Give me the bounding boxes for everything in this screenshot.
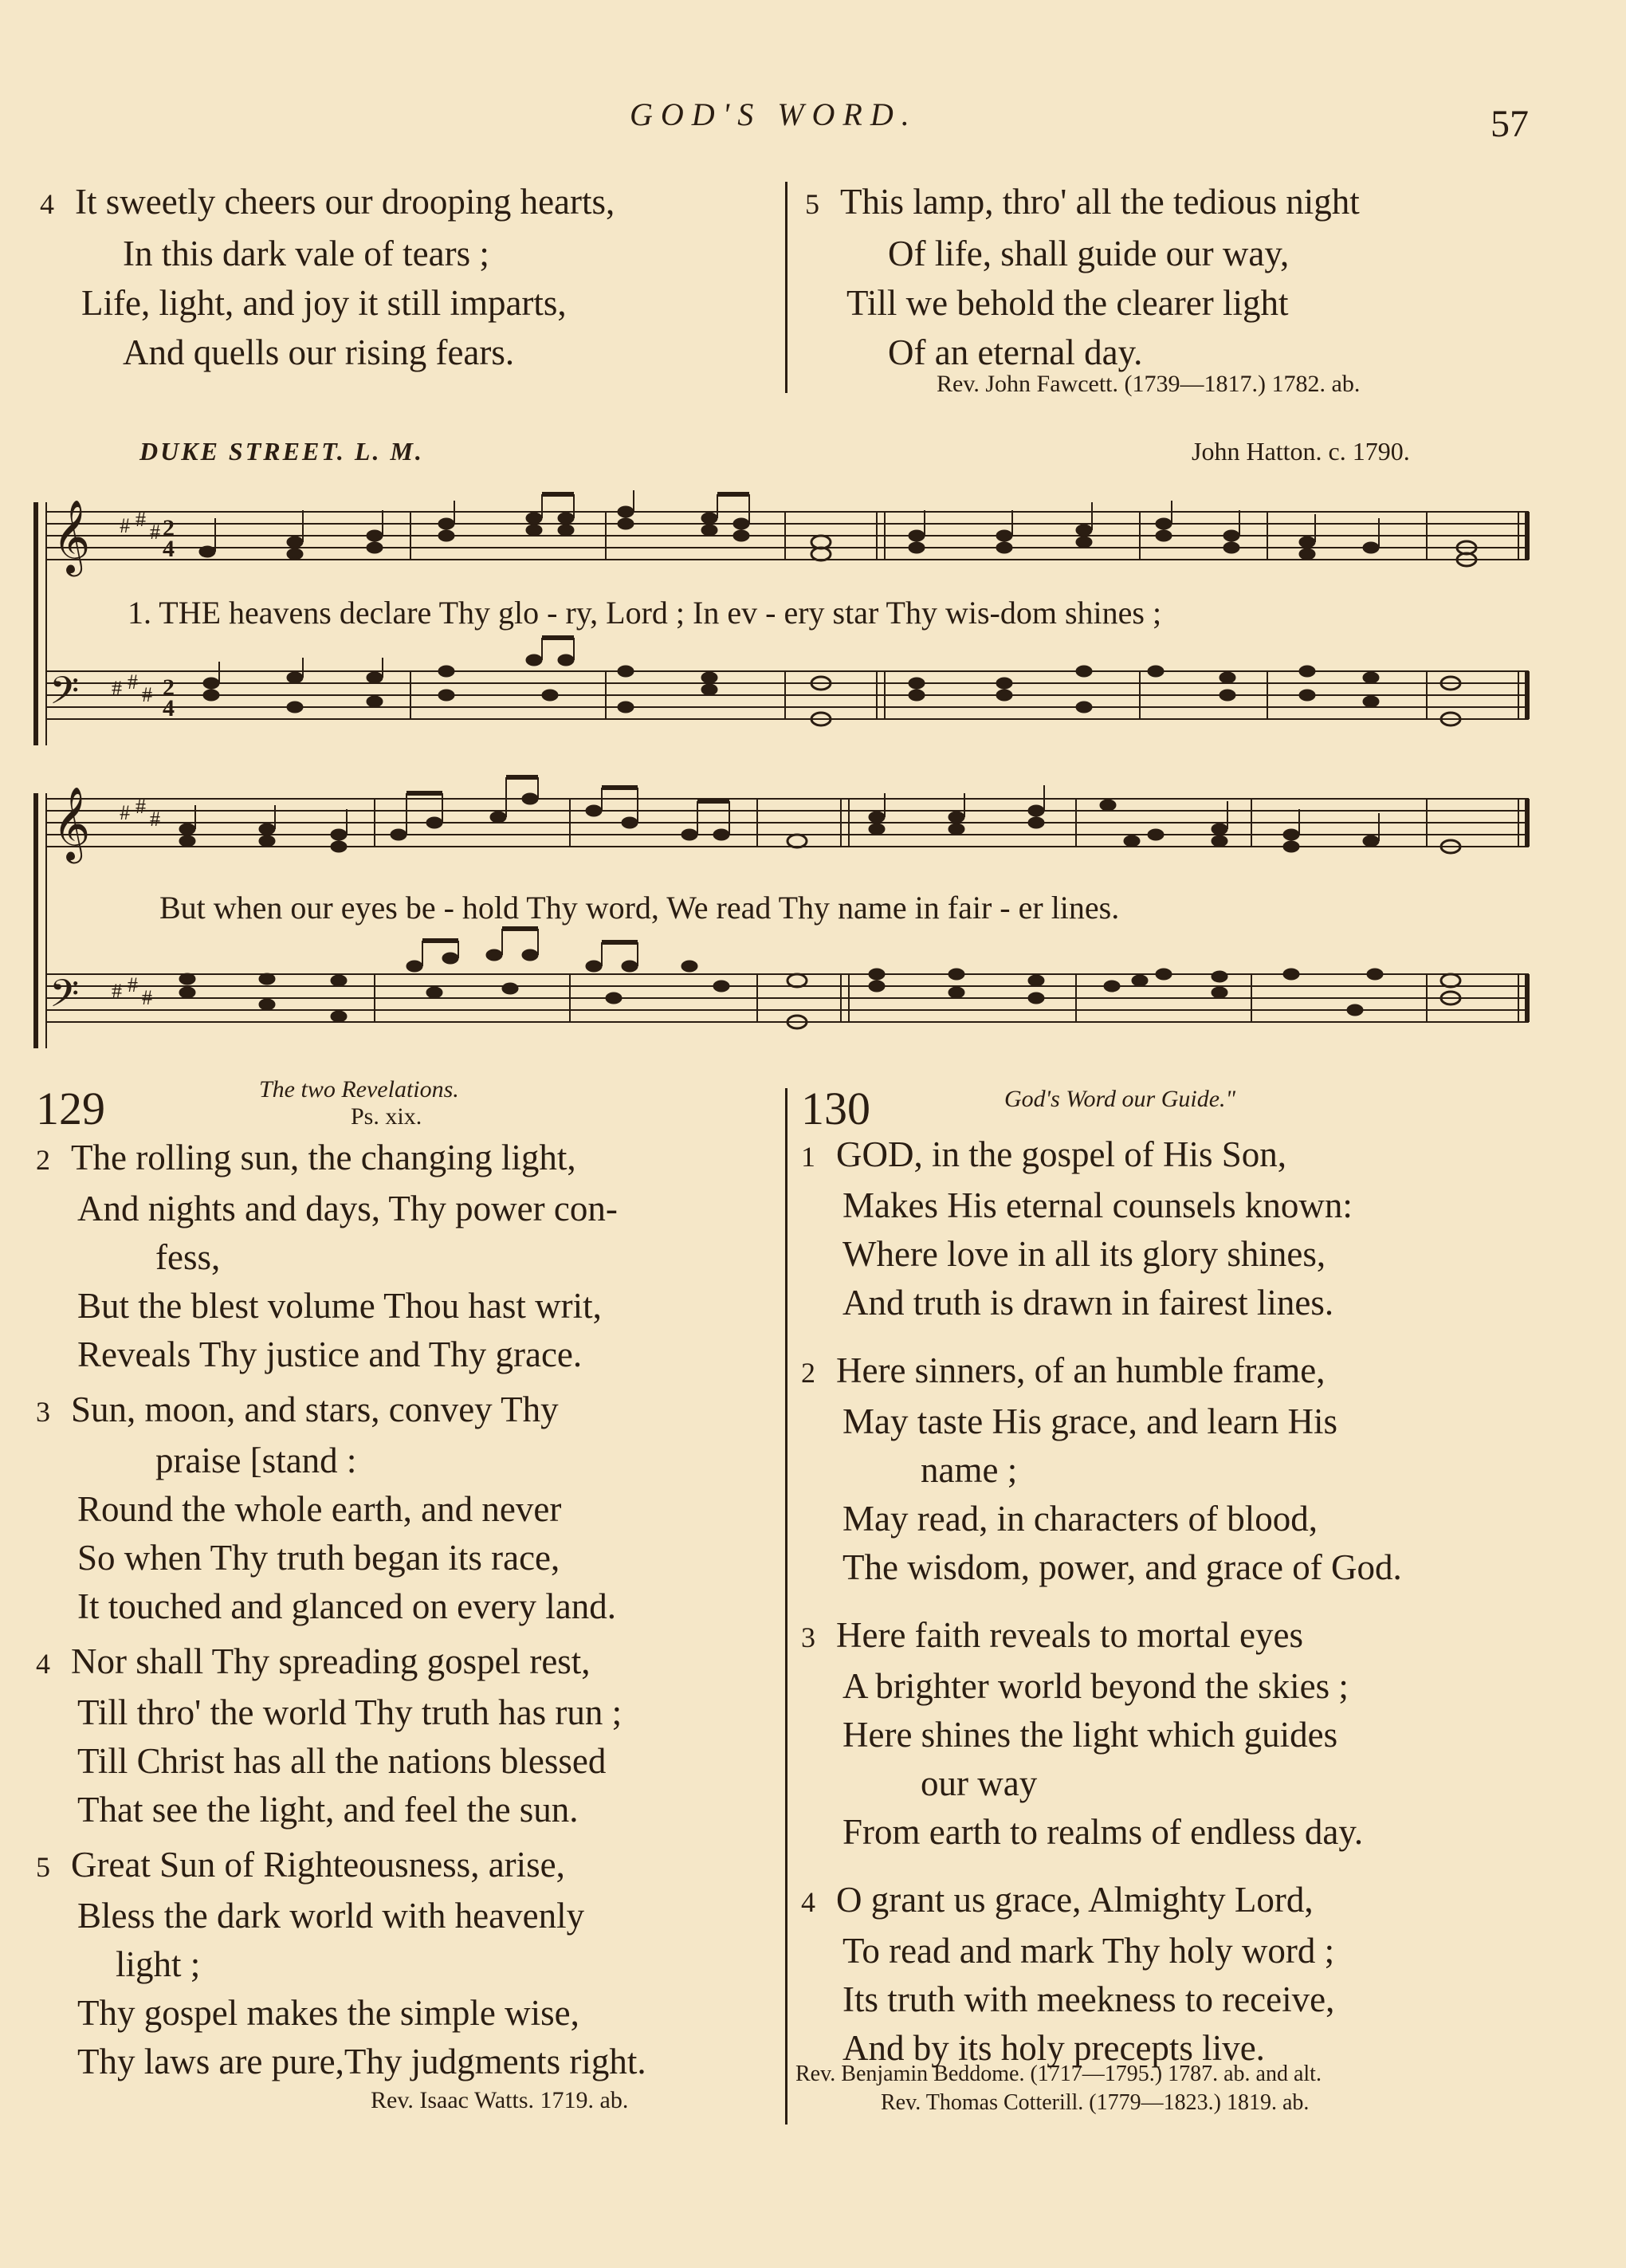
svg-text:#: # [150,808,160,831]
svg-text:#: # [136,508,146,531]
hymn130-stanzas [801,1130,1402,2073]
hymn-number: 129 [36,1083,105,1134]
stanza-line: GOD, in the gospel of His Son, [836,1134,1286,1174]
top-stanza-right [805,177,1360,377]
stanza-line: Here sinners, of an humble frame, [836,1350,1326,1390]
stanza-number: 1 [801,1141,815,1173]
page-number: 57 [1490,103,1529,145]
stanza-line: Nor shall Thy spreading gospel rest, [71,1641,591,1681]
stanza-line: Till Christ has all the nations blessed [77,1741,607,1781]
hymn-title: God's Word our Guide." [1004,1086,1236,1112]
author-credit: Rev. Thomas Cotterill. (1779—1823.) 1819. ab. [881,2090,1310,2115]
svg-text:4: 4 [163,536,175,562]
tune-lyric-line-2: But when our eyes be - hold Thy word, We read Thy name in fair - er lines. [159,890,1120,926]
stanza-line: Great Sun of Righteousness, arise, [71,1845,565,1885]
svg-text:#: # [136,795,146,818]
stanza-line: And truth is drawn in fairest lines. [842,1283,1334,1323]
stanza-line: Round the whole earth, and never [77,1489,562,1529]
stanza-line: To read and mark Thy holy word ; [842,1931,1335,1971]
stanza-line: In this dark vale of tears ; [123,234,489,273]
author-credit: Rev. Benjamin Beddome. (1717—1795.) 1787. ab. and alt. [795,2062,1322,2086]
stanza-line: praise [stand : [155,1441,357,1480]
tune-lyric-line-1: 1. THE heavens declare Thy glo - ry, Lord ; In ev - ery star Thy wis-dom shines ; [128,595,1162,631]
svg-text:𝄞: 𝄞 [53,499,91,573]
stanza-line: Bless the dark world with heavenly [77,1896,585,1936]
stanza-number: 5 [36,1851,50,1883]
svg-text:#: # [150,521,160,544]
svg-text:#: # [120,801,130,824]
stanza-line: The rolling sun, the changing light, [71,1138,576,1177]
tune-name: DUKE STREET. L. M. [139,437,424,466]
svg-text:#: # [142,683,152,706]
svg-text:𝄢: 𝄢 [49,668,80,722]
stanza-line: But the blest volume Thou hast writ, [77,1286,602,1326]
svg-text:#: # [142,986,152,1009]
stanza-line: Till we behold the clearer light [846,283,1289,323]
hymn-subtitle: Ps. xix. [351,1103,422,1130]
stanza-line: Its truth with meekness to receive, [842,1979,1335,2019]
stanza-line: O grant us grace, Almighty Lord, [836,1880,1314,1920]
stanza-line: name ; [921,1450,1018,1490]
author-credit: Rev. John Fawcett. (1739—1817.) 1782. ab. [937,371,1361,397]
music-score [0,478,1626,1068]
stanza-line: A brighter world beyond the skies ; [842,1666,1349,1706]
stanza-line: Thy gospel makes the simple wise, [77,1993,579,2033]
svg-text:#: # [112,677,122,700]
svg-text:#: # [120,514,130,537]
stanza-line: It touched and glanced on every land. [77,1586,616,1626]
stanza-line: Where love in all its glory shines, [842,1234,1326,1274]
stanza-number: 3 [801,1621,815,1653]
stanza-number: 3 [36,1396,50,1428]
stanza-number: 4 [36,1648,50,1680]
stanza-line: Life, light, and joy it still imparts, [81,283,567,323]
svg-text:𝄢: 𝄢 [49,971,80,1025]
hymn129-stanzas [36,1134,646,2086]
hymn-number: 130 [801,1083,870,1134]
stanza-line: Makes His eternal counsels known: [842,1185,1353,1225]
svg-text:𝄞: 𝄞 [53,786,91,860]
stanza-number: 2 [801,1357,815,1389]
stanza-line: Here shines the light which guides [842,1715,1338,1755]
stanza-line: And quells our rising fears. [123,332,515,372]
svg-text:#: # [128,670,138,694]
hymn-title: The two Revelations. [259,1076,459,1103]
stanza-line: This lamp, thro' all the tedious night [840,182,1360,222]
top-stanza-left [40,177,615,377]
author-credit: Rev. Isaac Watts. 1719. ab. [371,2087,629,2113]
stanza-line: It sweetly cheers our drooping hearts, [75,182,615,222]
svg-text:#: # [128,973,138,996]
running-header: GOD'S WORD. [630,96,917,132]
stanza-line: Thy laws are pure,Thy judgments right. [77,2042,646,2081]
stanza-line: Here faith reveals to mortal eyes [836,1615,1303,1655]
stanza-line: Reveals Thy justice and Thy grace. [77,1334,583,1374]
stanza-number: 2 [36,1144,50,1176]
stanza-line: Sun, moon, and stars, convey Thy [71,1389,559,1429]
tune-composer: John Hatton. c. 1790. [1192,437,1410,466]
column-divider [785,182,787,393]
stanza-line: light ; [116,1944,201,1984]
stanza-line: That see the light, and feel the sun. [77,1790,579,1830]
stanza-line: So when Thy truth began its race, [77,1538,560,1578]
stanza-line: And by its holy precepts live. [842,2028,1265,2068]
svg-text:#: # [112,980,122,1003]
stanza-line: our way [921,1763,1038,1803]
stanza-line: And nights and days, Thy power con- [77,1189,618,1228]
stanza-line: May taste His grace, and learn His [842,1401,1338,1441]
stanza-line: Of an eternal day. [888,332,1143,372]
stanza-number: 5 [805,188,819,220]
stanza-number: 4 [801,1886,815,1918]
svg-text:4: 4 [163,695,175,721]
column-divider [785,1088,787,2125]
stanza-line: From earth to realms of endless day. [842,1812,1364,1852]
stanza-line: May read, in characters of blood, [842,1499,1318,1539]
svg-text:2: 2 [163,674,175,701]
svg-text:2: 2 [163,515,175,541]
stanza-line: Of life, shall guide our way, [888,234,1290,273]
stanza-line: fess, [155,1237,221,1277]
stanza-line: Till thro' the world Thy truth has run ; [77,1692,623,1732]
stanza-number: 4 [40,188,54,220]
stanza-line: The wisdom, power, and grace of God. [842,1547,1402,1587]
